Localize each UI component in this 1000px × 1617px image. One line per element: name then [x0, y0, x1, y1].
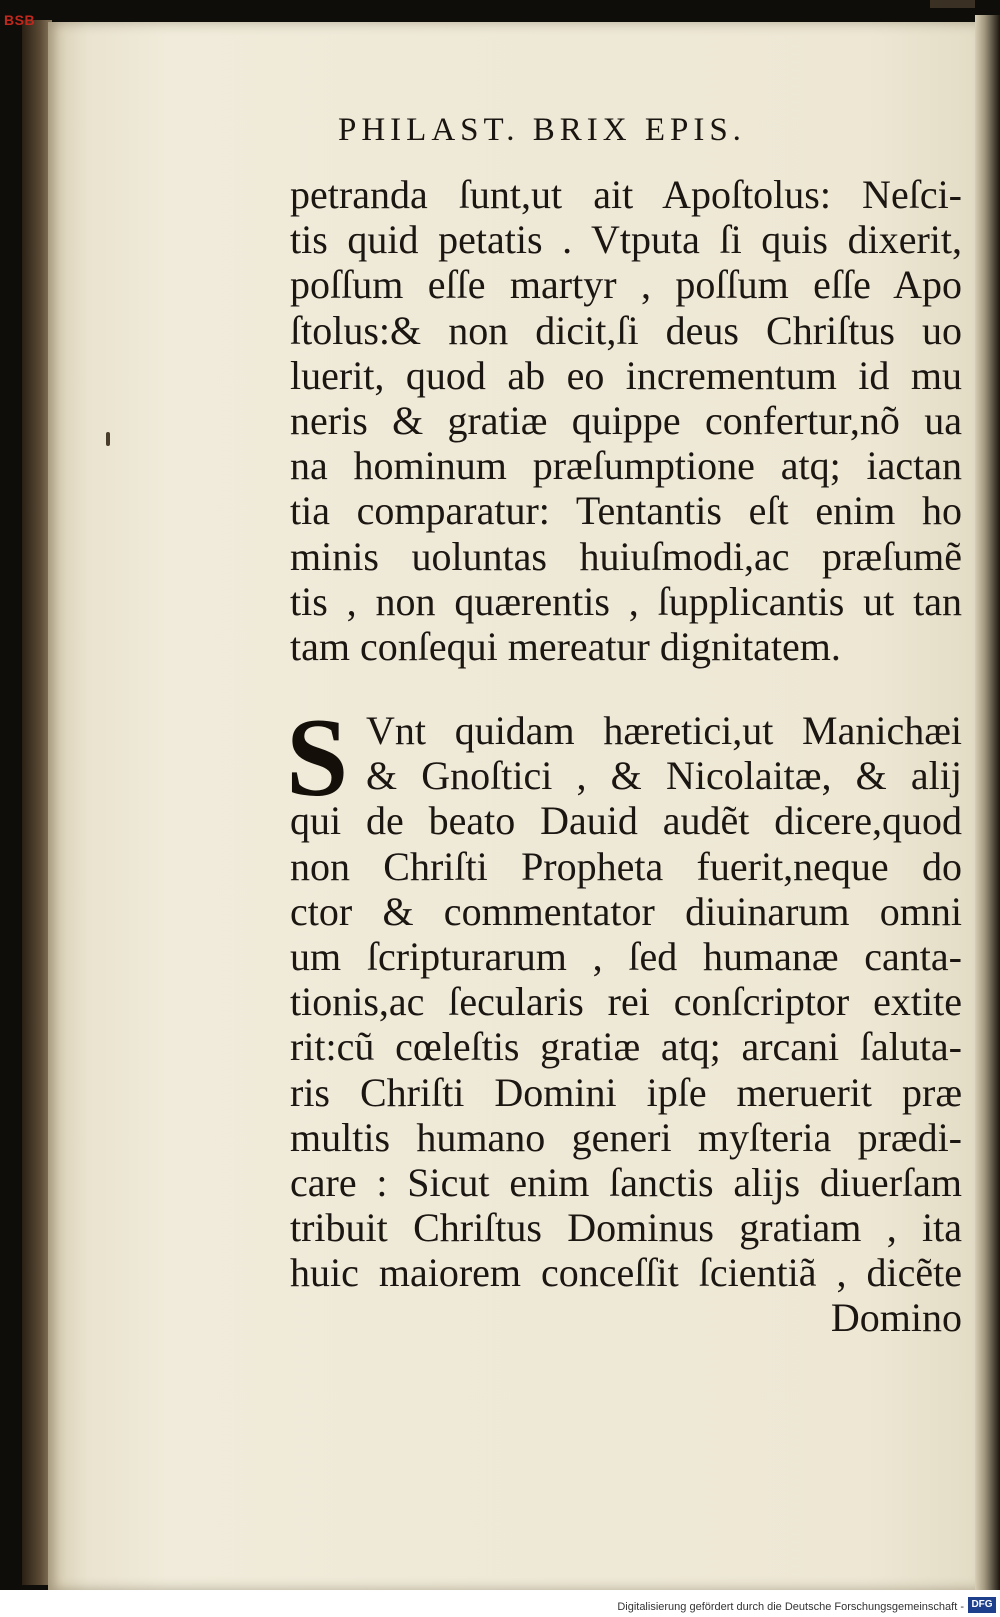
- text-line: tam conſequi mereatur dignitatem.: [290, 623, 841, 669]
- text-line: minis uoluntas huiuſmodi,ac præſumẽ: [290, 533, 962, 579]
- text-line: ſtolus:& non dicit,ſi deus Chriſtus uo: [290, 307, 962, 353]
- text-line: poſſum eſſe martyr , poſſum eſſe Apo: [290, 262, 962, 308]
- text-line: tis , non quærentis , ſupplicantis ut tan: [290, 578, 962, 624]
- text-line: luerit, quod ab eo incrementum id mu: [290, 352, 962, 398]
- text-line: rit:cũ cœleſtis gratiæ atq; arcani ſaluta-: [290, 1024, 962, 1070]
- library-watermark: BSB: [4, 12, 36, 28]
- running-head: PHILAST. BRIX EPIS.: [338, 112, 746, 148]
- text-line: non Chriſti Propheta fuerit,neque do: [290, 843, 962, 889]
- text-line: neris & gratiæ quippe confertur,nõ ua: [290, 397, 962, 443]
- text-line: multis humano generi myſteria prædi-: [290, 1114, 962, 1160]
- text-line: tis quid petatis . Vtputa ſi quis dixerit,: [290, 217, 962, 263]
- text-line: um ſcripturarum , ſed humanæ canta-: [290, 933, 962, 979]
- binding-edge: [930, 0, 975, 8]
- text-line: ctor & commentator diuinarum omni: [290, 888, 962, 934]
- text-line: qui de beato Dauid audẽt dicere,quod: [290, 798, 962, 844]
- page-fore-edge: [975, 15, 1000, 1590]
- funding-credit: Digitalisierung gefördert durch die Deutsche Forschungsgemeinschaft -: [617, 1601, 964, 1613]
- drop-cap: S: [286, 696, 349, 820]
- text-line: petranda ſunt,ut ait Apoſtolus: Neſci-: [290, 172, 962, 217]
- text-line: tionis,ac ſecularis rei conſcriptor extite: [290, 979, 962, 1025]
- text-line: tia comparatur: Tentantis eſt enim ho: [290, 488, 962, 534]
- text-line: tribuit Chriſtus Dominus gratiam , ita: [290, 1205, 962, 1251]
- text-line: & Gnoſtici , & Nicolaitæ, & alij: [366, 753, 962, 799]
- paragraph-2: [286, 696, 962, 1341]
- dfg-logo: DFG: [968, 1597, 996, 1613]
- text-line: huic maiorem conceſſit ſcientiã , dicẽte: [290, 1250, 962, 1296]
- paragraph-1: [290, 172, 962, 669]
- ink-blot: [106, 432, 110, 446]
- text-line: care : Sicut enim ſanctis alijs diuerſam: [290, 1159, 962, 1205]
- catchword: Domino: [830, 1295, 962, 1341]
- text-line: ris Chriſti Domini ipſe meruerit præ: [290, 1069, 962, 1115]
- text-line: Vnt quidam hæretici,ut Manichæi: [366, 708, 962, 753]
- text-line: na hominum præſumptione atq; iactan: [290, 443, 962, 489]
